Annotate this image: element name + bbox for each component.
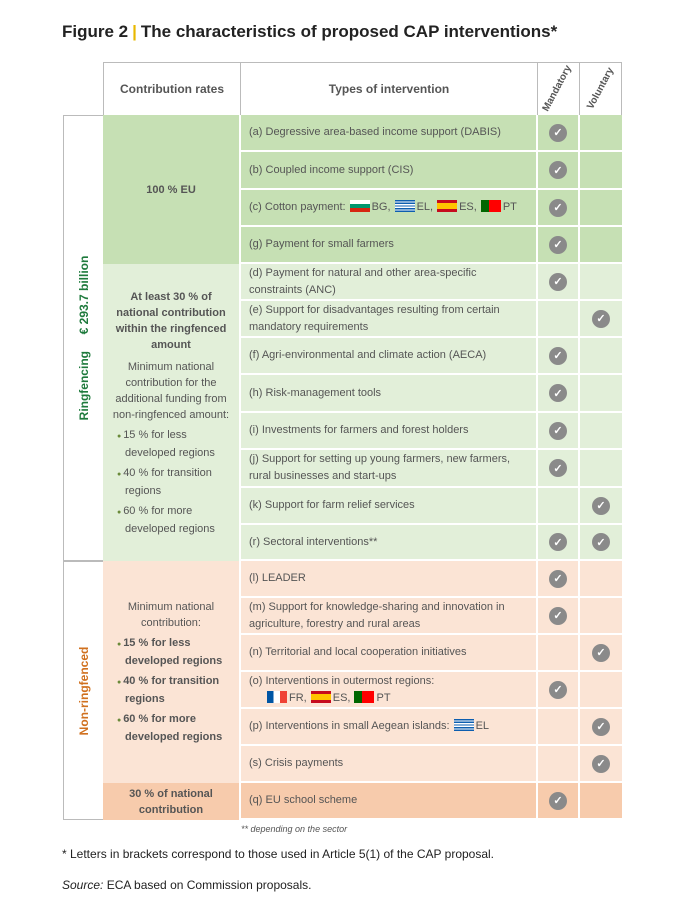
intervention-text: (f) Agri-environmental and climate action (AECA) — [249, 349, 487, 361]
pt-flag-icon — [354, 691, 374, 703]
intervention-text: (i) Investments for farmers and forest holders — [249, 424, 469, 436]
check-icon: ✓ — [549, 199, 567, 217]
voluntary-cell — [580, 301, 622, 336]
check-icon: ✓ — [549, 347, 567, 365]
intervention-label — [241, 190, 538, 225]
title-separator: | — [132, 22, 137, 41]
voluntary-cell — [580, 338, 622, 373]
voluntary-cell — [580, 152, 622, 188]
intervention-text: (g) Payment for small farmers — [249, 238, 394, 250]
check-icon: ✓ — [592, 644, 610, 662]
table-row — [241, 746, 622, 783]
intervention-label — [241, 413, 538, 448]
voluntary-cell — [580, 115, 622, 150]
mandatory-cell — [538, 672, 580, 707]
el-flag-icon — [395, 200, 415, 212]
nonringfenced-side-label — [63, 561, 103, 820]
bullet: ● 60 % for more developed regions — [109, 503, 233, 537]
mandatory-cell — [538, 227, 580, 262]
voluntary-cell — [580, 264, 622, 299]
intervention-text: (d) Payment for natural and other area-specific constraints (ANC) — [249, 266, 477, 296]
intervention-label — [241, 561, 538, 596]
check-icon: ✓ — [549, 273, 567, 291]
intervention-text: (m) Support for knowledge-sharing and innovation in agriculture, forestry and rural areas — [249, 600, 505, 630]
table-row — [241, 488, 622, 525]
intervention-label — [241, 709, 538, 744]
source-label: Source: — [62, 878, 104, 892]
table-row — [241, 115, 622, 152]
separator: , — [387, 201, 391, 213]
mandatory-cell — [538, 450, 580, 486]
pt-flag-icon — [481, 200, 501, 212]
intervention-label — [241, 227, 538, 262]
intervention-text: (l) LEADER — [249, 572, 306, 584]
table-row — [241, 264, 622, 301]
voluntary-cell — [580, 561, 622, 596]
mandatory-cell — [538, 190, 580, 225]
voluntary-cell — [580, 413, 622, 448]
voluntary-cell — [580, 598, 622, 633]
mandatory-cell — [538, 783, 580, 818]
bullet: ● 60 % for more developed regions — [109, 711, 233, 745]
intervention-text: (c) Cotton payment: — [249, 201, 346, 213]
header-voluntary: Voluntary — [585, 65, 617, 112]
mandatory-cell — [538, 413, 580, 448]
separator: , — [430, 201, 434, 213]
intervention-text: (q) EU school scheme — [249, 794, 358, 806]
voluntary-cell — [580, 450, 622, 486]
intervention-label — [241, 672, 538, 707]
source-text: ECA based on Commission proposals. — [103, 878, 312, 892]
header-mandatory: Mandatory — [540, 63, 575, 114]
title-text: The characteristics of proposed CAP interventions* — [140, 22, 558, 41]
header-contribution-rates: Contribution rates — [103, 62, 241, 115]
intervention-label — [241, 450, 538, 486]
intervention-label — [241, 301, 538, 336]
country-code: EL — [475, 720, 490, 732]
table-row — [241, 561, 622, 598]
figure-number: Figure 2 — [62, 22, 129, 41]
intervention-text: (e) Support for disadvantages resulting from certain mandatory requirements — [249, 303, 500, 333]
intervention-label — [241, 488, 538, 523]
intervention-label — [241, 635, 538, 670]
mandatory-cell — [538, 561, 580, 596]
voluntary-cell — [580, 227, 622, 262]
source-note — [62, 878, 311, 892]
country-code: EL — [416, 201, 431, 213]
check-icon: ✓ — [592, 533, 610, 551]
table-row — [241, 338, 622, 375]
intervention-label — [241, 746, 538, 781]
check-icon: ✓ — [549, 422, 567, 440]
intervention-text: (r) Sectoral interventions** — [249, 535, 378, 548]
voluntary-cell — [580, 783, 622, 818]
country-code: ES — [332, 691, 348, 704]
table-row — [241, 152, 622, 190]
table-row — [241, 227, 622, 264]
country-code: PT — [502, 201, 517, 213]
minimum-text: Minimum national contribution: — [127, 601, 215, 629]
footnote-letters: * Letters in brackets correspond to those used in Article 5(1) of the CAP proposal. — [62, 847, 495, 861]
separator: , — [473, 201, 477, 213]
intervention-label — [241, 783, 538, 818]
bullet: ● 40 % for transition regions — [109, 673, 233, 707]
check-icon: ✓ — [549, 459, 567, 477]
es-flag-icon — [437, 200, 457, 212]
mandatory-cell — [538, 152, 580, 188]
header-types-of-intervention: Types of intervention — [241, 62, 538, 115]
check-icon: ✓ — [549, 124, 567, 142]
mandatory-cell — [538, 709, 580, 744]
intervention-text: (b) Coupled income support (CIS) — [249, 163, 414, 176]
table-row — [241, 598, 622, 635]
table-row — [241, 709, 622, 746]
intervention-text: (j) Support for setting up young farmers, new farmers, rural businesses and start-ups — [249, 453, 511, 482]
intervention-text: (s) Crisis payments — [249, 757, 344, 769]
country-code: PT — [376, 691, 391, 704]
intervention-label — [241, 598, 538, 633]
intervention-label — [241, 115, 538, 150]
school-text: 30 % of national contribution — [129, 787, 213, 816]
header-mandatory-cell — [538, 62, 580, 115]
check-icon: ✓ — [549, 681, 567, 699]
separator: , — [347, 691, 351, 704]
bg-flag-icon — [350, 200, 370, 212]
intervention-text: (n) Territorial and local cooperation initiatives — [249, 646, 467, 658]
table-row — [241, 672, 622, 709]
country-code: ES — [459, 201, 474, 213]
table-row — [241, 450, 622, 488]
country-code: FR — [289, 691, 304, 704]
intervention-text: (h) Risk-management tools — [249, 386, 382, 399]
el-flag-icon — [454, 719, 474, 731]
voluntary-cell — [580, 375, 622, 411]
intervention-label — [241, 264, 538, 299]
nonringfenced-text: Non-ringfenced — [76, 646, 91, 735]
intervention-label — [241, 338, 538, 373]
check-icon: ✓ — [592, 718, 610, 736]
table-row — [241, 635, 622, 672]
check-icon: ✓ — [549, 570, 567, 588]
eu100-text: 100 % EU — [146, 183, 196, 196]
minimum-add-text: Minimum national contribution for the additional funding from non-ringfenced amount: — [112, 360, 230, 421]
mandatory-cell — [538, 635, 580, 670]
contrib-nonringfenced — [103, 561, 241, 783]
bullet: ● 15 % for less developed regions — [109, 427, 233, 461]
voluntary-cell — [580, 190, 622, 225]
table-row — [241, 190, 622, 227]
table-row — [241, 525, 622, 561]
check-icon: ✓ — [592, 497, 610, 515]
es-flag-icon — [311, 691, 331, 703]
check-icon: ✓ — [549, 533, 567, 551]
fr-flag-icon — [267, 691, 287, 703]
check-icon: ✓ — [549, 161, 567, 179]
intervention-text: (a) Degressive area-based income support (DABIS) — [249, 126, 501, 138]
ringfencing-side-label — [63, 115, 103, 561]
check-icon: ✓ — [592, 310, 610, 328]
intervention-label — [241, 375, 538, 411]
mandatory-cell — [538, 525, 580, 559]
voluntary-cell — [580, 746, 622, 781]
mandatory-cell — [538, 115, 580, 150]
footnote-sector: ** depending on the sector — [241, 824, 348, 834]
check-icon: ✓ — [549, 792, 567, 810]
voluntary-cell — [580, 709, 622, 744]
mandatory-cell — [538, 375, 580, 411]
contrib-school — [103, 783, 241, 820]
table-row — [241, 301, 622, 338]
voluntary-cell — [580, 525, 622, 559]
intervention-label — [241, 152, 538, 188]
separator: , — [303, 691, 307, 704]
bullet: ● 15 % for less developed regions — [109, 635, 233, 669]
mandatory-cell — [538, 598, 580, 633]
check-icon: ✓ — [549, 607, 567, 625]
voluntary-cell — [580, 488, 622, 523]
country-code: BG — [371, 201, 388, 213]
mandatory-cell — [538, 746, 580, 781]
mandatory-cell — [538, 301, 580, 336]
voluntary-cell — [580, 672, 622, 707]
intervention-text: (k) Support for farm relief services — [249, 499, 415, 511]
table-row — [241, 375, 622, 413]
intervention-label — [241, 525, 538, 559]
ringfencing-text: Ringfencing € 293.7 billion — [76, 255, 91, 421]
check-icon: ✓ — [592, 755, 610, 773]
table-row — [241, 783, 622, 820]
bullet: ● 40 % for transition regions — [109, 465, 233, 499]
figure-title — [62, 22, 557, 42]
intervention-text: (o) Interventions in outermost regions: — [249, 674, 435, 687]
table-row — [241, 413, 622, 450]
mandatory-cell — [538, 338, 580, 373]
header-voluntary-cell — [580, 62, 622, 115]
check-icon: ✓ — [549, 384, 567, 402]
contrib-ringfenced — [103, 264, 241, 561]
contrib-eu100 — [103, 115, 241, 264]
check-icon: ✓ — [549, 236, 567, 254]
atleast-text: At least 30 % of national contribution within the ringfenced amount — [115, 290, 227, 351]
mandatory-cell — [538, 264, 580, 299]
intervention-text: (p) Interventions in small Aegean islands: — [249, 720, 450, 732]
voluntary-cell — [580, 635, 622, 670]
mandatory-cell — [538, 488, 580, 523]
